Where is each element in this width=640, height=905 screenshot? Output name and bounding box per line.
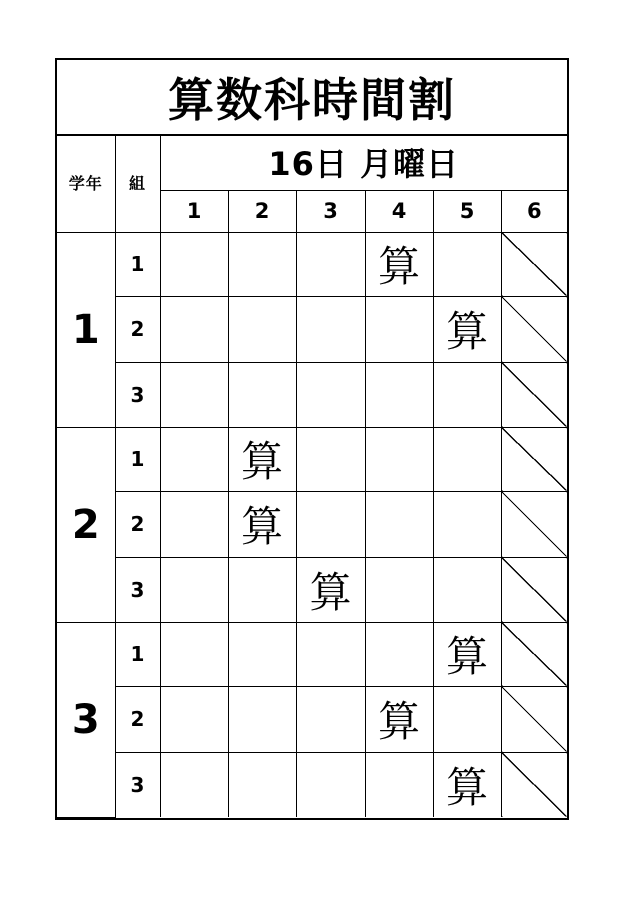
class-label: 1	[115, 622, 160, 686]
period-cell	[433, 232, 501, 296]
slashed-cell	[501, 232, 567, 296]
period-cell	[296, 232, 365, 296]
period-cell	[228, 622, 296, 686]
period-cell	[228, 557, 296, 622]
period-cell	[296, 622, 365, 686]
class-label: 1	[115, 232, 160, 296]
grade-label: 1	[57, 232, 115, 427]
period-cell	[365, 557, 433, 622]
period-header: 6	[501, 190, 567, 232]
period-header: 4	[365, 190, 433, 232]
class-label: 3	[115, 362, 160, 427]
slashed-cell	[501, 557, 567, 622]
period-cell	[433, 686, 501, 752]
period-header: 5	[433, 190, 501, 232]
grade-header: 学年	[57, 134, 115, 232]
period-cell	[160, 362, 228, 427]
title-row	[57, 60, 567, 136]
class-label: 3	[115, 752, 160, 817]
class-header: 組	[115, 134, 160, 232]
period-cell: 算	[296, 557, 365, 622]
period-cell: 算	[433, 622, 501, 686]
grade-label: 2	[57, 427, 115, 622]
period-cell	[365, 491, 433, 557]
period-cell	[365, 752, 433, 817]
period-cell	[296, 427, 365, 491]
period-cell: 算	[433, 752, 501, 817]
period-cell: 算	[228, 491, 296, 557]
date-header: 16日 月曜日	[160, 134, 567, 190]
period-cell	[228, 686, 296, 752]
class-label: 1	[115, 427, 160, 491]
class-label: 3	[115, 557, 160, 622]
period-cell: 算	[365, 232, 433, 296]
period-cell	[228, 232, 296, 296]
period-cell	[160, 232, 228, 296]
timetable-row	[57, 232, 567, 296]
period-cell	[433, 427, 501, 491]
class-label: 2	[115, 296, 160, 362]
period-cell: 算	[433, 296, 501, 362]
period-cell	[365, 427, 433, 491]
timetable-row	[57, 686, 567, 752]
timetable-row	[57, 491, 567, 557]
timetable-body	[57, 232, 567, 817]
period-cell	[433, 557, 501, 622]
period-cell	[228, 752, 296, 817]
slashed-cell	[501, 622, 567, 686]
period-cell: 算	[365, 686, 433, 752]
timetable-row	[57, 362, 567, 427]
period-cell	[160, 686, 228, 752]
slashed-cell	[501, 491, 567, 557]
period-cell	[160, 622, 228, 686]
slashed-cell	[501, 752, 567, 817]
class-label: 2	[115, 686, 160, 752]
period-cell: 算	[228, 427, 296, 491]
period-cell	[365, 622, 433, 686]
class-label: 2	[115, 491, 160, 557]
period-cell	[160, 557, 228, 622]
period-header: 3	[296, 190, 365, 232]
period-cell	[228, 362, 296, 427]
timetable-row	[57, 296, 567, 362]
timetable-row	[57, 752, 567, 817]
period-header: 1	[160, 190, 228, 232]
period-cell	[365, 296, 433, 362]
grade-label: 3	[57, 622, 115, 817]
period-cell	[296, 686, 365, 752]
period-cell	[160, 427, 228, 491]
timetable-sheet	[55, 58, 569, 820]
period-cell	[160, 296, 228, 362]
timetable-row	[57, 557, 567, 622]
period-cell	[160, 752, 228, 817]
timetable-grid	[57, 134, 567, 818]
slashed-cell	[501, 296, 567, 362]
period-header: 2	[228, 190, 296, 232]
period-cell	[296, 752, 365, 817]
slashed-cell	[501, 427, 567, 491]
slashed-cell	[501, 686, 567, 752]
period-cell	[296, 296, 365, 362]
period-cell	[433, 491, 501, 557]
period-cell	[365, 362, 433, 427]
page-title: 算数科時間割	[168, 73, 456, 127]
slashed-cell	[501, 362, 567, 427]
period-cell	[296, 491, 365, 557]
period-cell	[160, 491, 228, 557]
timetable-row	[57, 622, 567, 686]
timetable-row	[57, 427, 567, 491]
period-cell	[433, 362, 501, 427]
period-cell	[228, 296, 296, 362]
period-cell	[296, 362, 365, 427]
